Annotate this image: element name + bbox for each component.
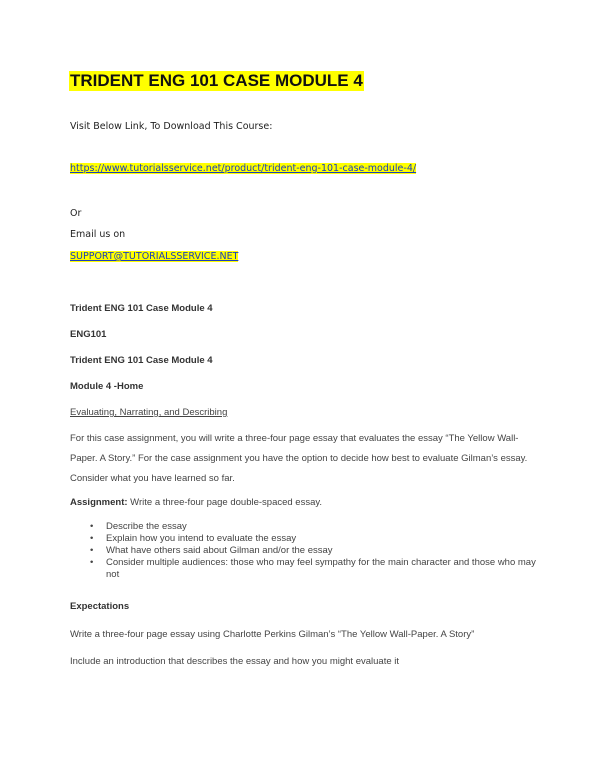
course-code: ENG101 [70,329,107,340]
expectations-heading: Expectations [70,601,130,612]
email-label: Email us on [70,229,126,240]
assignment-label: Assignment: [70,497,128,508]
bullet-icon: • [90,557,94,568]
or-text: Or [70,208,82,219]
list-item: • Describe the essay [90,521,187,532]
bullet-icon: • [90,521,94,532]
section-title: Evaluating, Narrating, and Describing [70,407,228,418]
assignment-text: Write a three-four page double-spaced essay. [127,497,323,508]
course-link[interactable]: https://www.tutorialsservice.net/product/trident-eng-101-case-module-4/ [70,163,417,174]
document-title: TRIDENT ENG 101 CASE MODULE 4 [70,71,363,90]
bullet-icon: • [90,533,94,544]
course-link-line [70,163,416,174]
expectation-item-2: Include an introduction that describes the essay and how you might evaluate it [70,656,400,667]
list-item: • Consider multiple audiences: those who may feel sympathy for the main character and those who may not [90,557,536,580]
heading-case-module-repeat: Trident ENG 101 Case Module 4 [70,355,213,366]
assignment-bullet-list [90,521,540,581]
module-home-heading: Module 4 -Home [70,381,144,392]
assignment-line [70,497,540,508]
email-link[interactable]: SUPPORT@TUTORIALSSERVICE.NET [70,251,239,262]
assignment-paragraph: For this case assignment, you will write a three-four page essay that evaluates the essay “The Yellow Wall-Paper. A Story.” For the case assignment you have the option to decide how best to evaluate Gilman’s essay. Consider what you have learned so far. [70,433,528,484]
email-line [70,251,238,262]
heading-case-module: Trident ENG 101 Case Module 4 [70,303,213,314]
list-item: • What have others said about Gilman and/or the essay [90,545,333,556]
expectation-item-1: Write a three-four page essay using Charlotte Perkins Gilman’s “The Yellow Wall-Paper. A Story” [70,629,475,640]
intro-text: Visit Below Link, To Download This Course: [70,121,273,132]
bullet-icon: • [90,545,94,556]
list-item: • Explain how you intend to evaluate the essay [90,533,297,544]
